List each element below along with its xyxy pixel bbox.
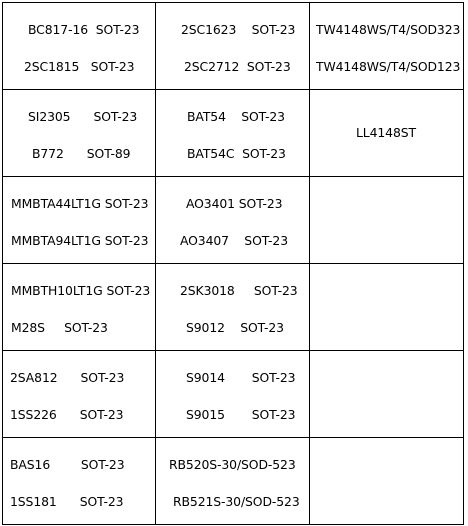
parts-table (2, 2, 464, 525)
part-line: 2SA812 SOT-23 (10, 370, 125, 385)
part-line: S9015 SOT-23 (186, 407, 296, 422)
table-cell (3, 264, 156, 351)
table-cell (156, 264, 310, 351)
part-line: S9014 SOT-23 (186, 370, 296, 385)
part-line: S9012 SOT-23 (186, 320, 284, 335)
part-line: BC817-16 SOT-23 (28, 22, 140, 37)
table-row (3, 177, 464, 264)
table-cell (3, 90, 156, 177)
table-cell-empty (310, 438, 464, 525)
table-cell (156, 438, 310, 525)
part-line: MMBTA94LT1G SOT-23 (11, 233, 149, 248)
table-row (3, 90, 464, 177)
table-cell-empty (310, 351, 464, 438)
part-line: RB521S-30/SOD-523 (173, 494, 300, 509)
table-row (3, 351, 464, 438)
part-line: BAT54C SOT-23 (187, 146, 286, 161)
part-line: AO3407 SOT-23 (180, 233, 288, 248)
table-cell-empty (310, 177, 464, 264)
part-line: MMBTA44LT1G SOT-23 (11, 196, 149, 211)
table-row (3, 3, 464, 90)
part-line: 2SK3018 SOT-23 (180, 283, 298, 298)
part-line: BAT54 SOT-23 (187, 109, 285, 124)
table-cell (156, 351, 310, 438)
table-cell-empty (310, 264, 464, 351)
part-line: SI2305 SOT-23 (28, 109, 138, 124)
part-line: AO3401 SOT-23 (186, 196, 283, 211)
part-line: TW4148WS/T4/SOD323 (316, 22, 461, 37)
part-line: LL4148ST (356, 125, 416, 140)
part-line: 2SC2712 SOT-23 (184, 59, 291, 74)
part-line: M28S SOT-23 (11, 320, 108, 335)
part-line: RB520S-30/SOD-523 (169, 457, 296, 472)
table-cell (310, 3, 464, 90)
part-line: 2SC1815 SOT-23 (24, 59, 135, 74)
table-cell (3, 351, 156, 438)
table-cell (156, 177, 310, 264)
table-row (3, 438, 464, 525)
table-cell (156, 3, 310, 90)
part-line: 1SS181 SOT-23 (10, 494, 124, 509)
part-line: BAS16 SOT-23 (10, 457, 125, 472)
table-cell (3, 177, 156, 264)
part-line: MMBTH10LT1G SOT-23 (11, 283, 151, 298)
table-cell (310, 90, 464, 177)
table-cell (3, 438, 156, 525)
table-row (3, 264, 464, 351)
part-line: B772 SOT-89 (32, 146, 131, 161)
part-line: TW4148WS/T4/SOD123 (316, 59, 461, 74)
part-line: 1SS226 SOT-23 (10, 407, 124, 422)
table-cell (156, 90, 310, 177)
part-line: 2SC1623 SOT-23 (181, 22, 296, 37)
table-cell (3, 3, 156, 90)
